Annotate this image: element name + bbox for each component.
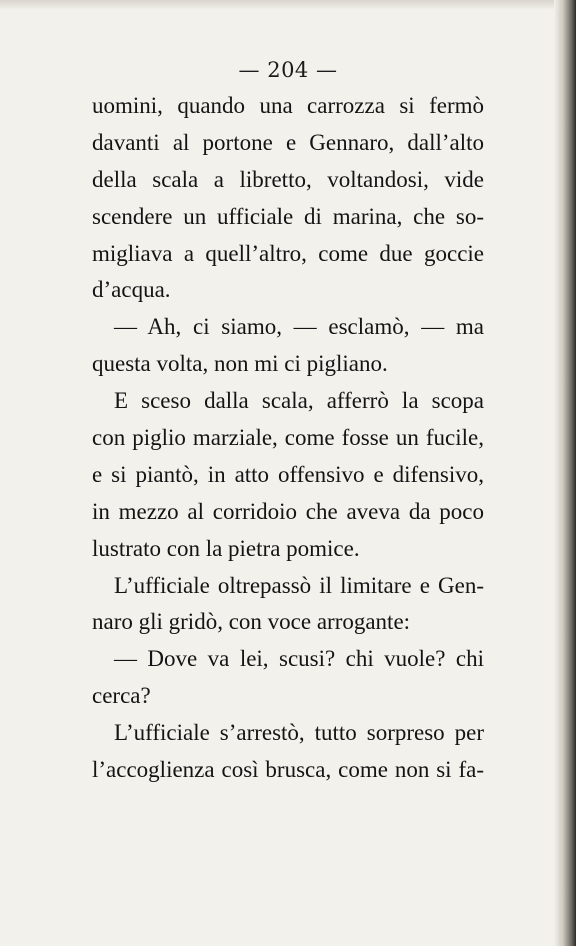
text-line: in mezzo al corridoio che aveva da poco xyxy=(92,498,484,524)
text-line: migliava a quell’altro, come due goccie xyxy=(92,240,484,266)
body-text xyxy=(92,88,484,789)
text-line: L’ufficiale oltrepassò il limitare e Gen- xyxy=(114,572,484,598)
text-line: E sceso dalla scala, afferrò la scopa xyxy=(114,388,484,414)
text-line: cerca? xyxy=(92,683,151,709)
page-edge-shadow xyxy=(554,0,576,946)
text-line: naro gli gridò, con voce arrogante: xyxy=(92,609,411,635)
text-line: scendere un ufficiale di marina, che so- xyxy=(92,203,484,229)
text-line: d’acqua. xyxy=(92,277,171,303)
text-line: — Dove va lei, scusi? chi vuole? chi xyxy=(114,646,484,672)
text-line: con piglio marziale, come fosse un fucile, xyxy=(92,425,484,451)
text-line: — Ah, ci siamo, — esclamò, — ma xyxy=(114,314,484,340)
text-line: l’accoglienza così brusca, come non si fa- xyxy=(92,757,484,783)
text-line: davanti al portone e Gennaro, dall’alto xyxy=(92,129,484,155)
text-line: L’ufficiale s’arrestò, tutto sorpreso per xyxy=(114,720,484,746)
page-top-shadow xyxy=(0,0,576,10)
text-line: uomini, quando una carrozza si fermò xyxy=(92,93,484,118)
text-line: e si piantò, in atto offensivo e difensivo, xyxy=(92,461,484,487)
text-line: della scala a libretto, voltandosi, vide xyxy=(92,166,484,192)
text-line: questa volta, non mi ci pigliano. xyxy=(92,351,388,377)
text-line: lustrato con la pietra pomice. xyxy=(92,535,360,561)
page-number: — 204 — xyxy=(238,58,338,82)
